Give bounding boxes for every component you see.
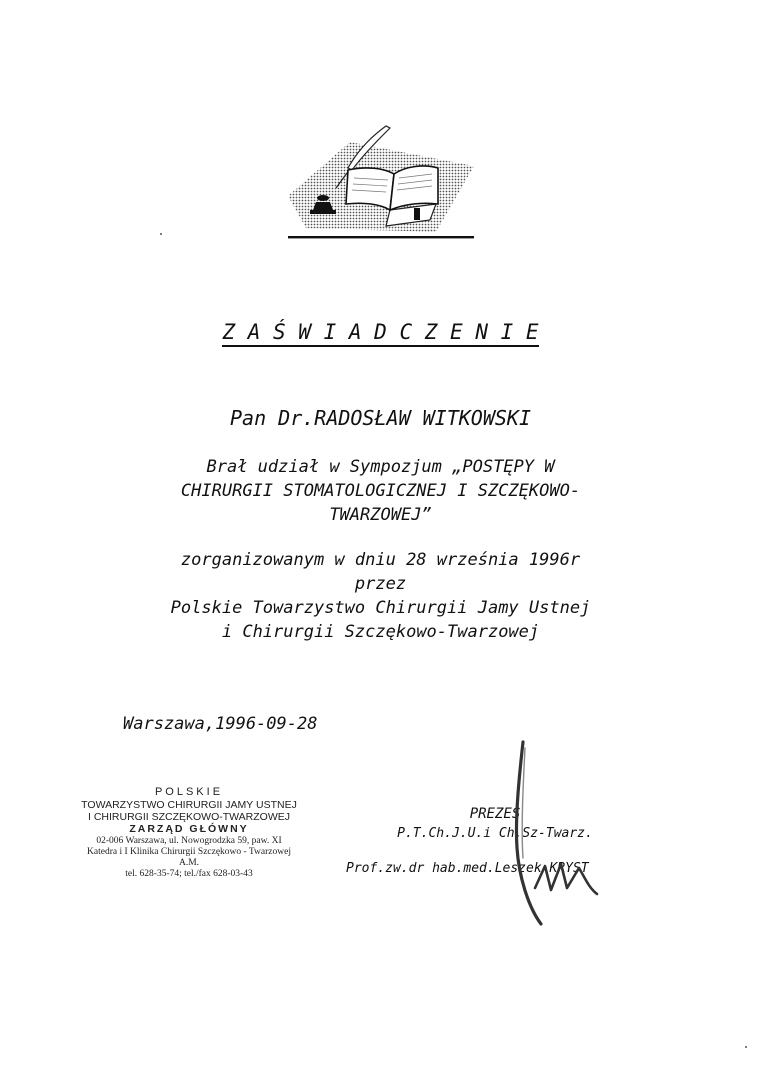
book-quill-inkwell-icon — [286, 124, 476, 242]
society-abbreviation: P.T.Ch.J.U.i Ch.Sz-Twarz. — [397, 826, 593, 841]
event-description — [0, 455, 761, 527]
stamp-line: POLSKIE — [154, 786, 224, 798]
paper-speck — [745, 1046, 747, 1048]
stamp-line: I CHIRURGII SZCZĘKOWO-TWARZOWEJ — [87, 811, 290, 823]
stamp-line: ZARZĄD GŁÓWNY — [129, 823, 249, 835]
president-name: Prof.zw.dr hab.med.Leszek KRYST — [346, 861, 589, 876]
certificate-title — [0, 320, 761, 344]
president-role: PREZES — [469, 806, 521, 822]
handwritten-signature — [505, 738, 605, 930]
organizer-line: zorganizowanym w dniu 28 września 1996r — [180, 550, 581, 570]
stamp-line: Katedra i I Klinika Chirurgii Szczękowo - Twarzowej A.M. — [87, 847, 291, 868]
stamp-line: tel. 628-35-74; tel./fax 628-03-43 — [125, 869, 253, 879]
paper-speck — [160, 233, 162, 235]
event-line: Brał udział w Sympozjum „POSTĘPY W — [206, 457, 555, 477]
stamp-line: 02-006 Warszawa, ul. Nowogrodzka 59, paw. XI — [96, 836, 282, 846]
organizer-line: Polskie Towarzystwo Chirurgii Jamy Ustnej — [170, 598, 591, 618]
recipient-name: Pan Dr.RADOSŁAW WITKOWSKI — [229, 406, 532, 430]
certificate-title-text: Z A Ś W I A D C Z E N I E — [222, 320, 538, 347]
stamp-line: TOWARZYSTWO CHIRURGII JAMY USTNEJ — [81, 799, 297, 811]
society-stamp — [78, 786, 300, 880]
organizer-line: i Chirurgii Szczękowo-Twarzowej — [221, 622, 540, 642]
organizer-description — [0, 548, 761, 644]
place-and-date: Warszawa,1996-09-28 — [123, 714, 318, 734]
event-line: CHIRURGII STOMATOLOGICZNEJ I SZCZĘKOWO- — [180, 481, 581, 501]
organizer-line: przez — [354, 574, 407, 594]
event-line: TWARZOWEJ” — [329, 505, 432, 525]
